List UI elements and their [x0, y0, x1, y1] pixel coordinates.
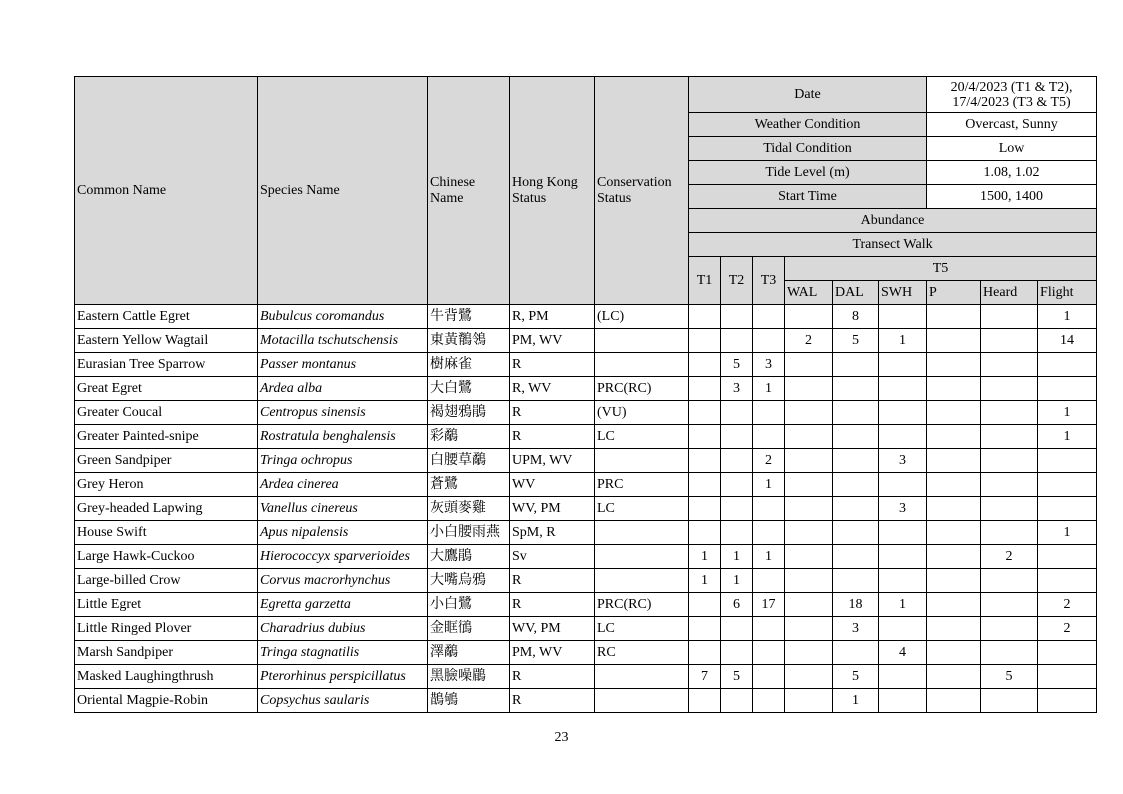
- count-t2-cell: 5: [721, 665, 753, 689]
- chinese-name-cell: 小白腰雨燕: [428, 521, 510, 545]
- count-t5-swh-cell: [879, 305, 927, 329]
- count-t5-flight-cell: 1: [1038, 425, 1097, 449]
- species-name-cell: Bubulcus coromandus: [258, 305, 428, 329]
- count-t1-cell: [689, 689, 721, 713]
- count-t5-flight-cell: 2: [1038, 593, 1097, 617]
- table-row: [75, 689, 1097, 713]
- count-t5-swh-cell: 4: [879, 641, 927, 665]
- count-t5-heard-cell: [981, 377, 1038, 401]
- table-row: [75, 401, 1097, 425]
- count-t3-cell: [753, 497, 785, 521]
- count-t2-cell: [721, 497, 753, 521]
- hk-status-cell: R, WV: [510, 377, 595, 401]
- count-t2-cell: [721, 425, 753, 449]
- count-t5-p-cell: [927, 641, 981, 665]
- count-t5-flight-cell: [1038, 473, 1097, 497]
- count-t3-cell: 1: [753, 473, 785, 497]
- header-abundance: Abundance: [689, 209, 1097, 233]
- conservation-status-cell: [595, 521, 689, 545]
- conservation-status-cell: RC: [595, 641, 689, 665]
- hk-status-cell: PM, WV: [510, 329, 595, 353]
- count-t5-flight-cell: [1038, 497, 1097, 521]
- count-t5-flight-cell: [1038, 545, 1097, 569]
- count-t5-wal-cell: [785, 689, 833, 713]
- count-t1-cell: [689, 329, 721, 353]
- header-t5-p: P: [927, 281, 981, 305]
- count-t5-dal-cell: 5: [833, 329, 879, 353]
- species-name-cell: Ardea alba: [258, 377, 428, 401]
- count-t5-p-cell: [927, 401, 981, 425]
- count-t5-dal-cell: 3: [833, 617, 879, 641]
- species-name-cell: Hierococcyx sparverioides: [258, 545, 428, 569]
- header-transect-walk: Transect Walk: [689, 233, 1097, 257]
- count-t5-flight-cell: [1038, 377, 1097, 401]
- chinese-name-cell: 東黃鶺鴒: [428, 329, 510, 353]
- conservation-status-cell: [595, 545, 689, 569]
- common-name-cell: Great Egret: [75, 377, 258, 401]
- hk-status-cell: R: [510, 425, 595, 449]
- count-t5-p-cell: [927, 689, 981, 713]
- count-t5-flight-cell: [1038, 689, 1097, 713]
- count-t5-flight-cell: 1: [1038, 305, 1097, 329]
- count-t1-cell: [689, 377, 721, 401]
- header-start-time-value: 1500, 1400: [927, 185, 1097, 209]
- count-t5-heard-cell: 2: [981, 545, 1038, 569]
- species-name-cell: Egretta garzetta: [258, 593, 428, 617]
- count-t5-heard-cell: [981, 689, 1038, 713]
- table-row: [75, 617, 1097, 641]
- count-t2-cell: [721, 449, 753, 473]
- count-t5-flight-cell: 1: [1038, 521, 1097, 545]
- hk-status-cell: R, PM: [510, 305, 595, 329]
- count-t5-swh-cell: 1: [879, 593, 927, 617]
- count-t5-wal-cell: [785, 401, 833, 425]
- count-t3-cell: [753, 689, 785, 713]
- count-t3-cell: [753, 641, 785, 665]
- count-t5-dal-cell: [833, 425, 879, 449]
- count-t2-cell: [721, 521, 753, 545]
- common-name-cell: Eastern Cattle Egret: [75, 305, 258, 329]
- count-t5-p-cell: [927, 425, 981, 449]
- count-t1-cell: 1: [689, 545, 721, 569]
- common-name-cell: Green Sandpiper: [75, 449, 258, 473]
- header-species-name: Species Name: [258, 77, 428, 305]
- species-name-cell: Ardea cinerea: [258, 473, 428, 497]
- count-t5-dal-cell: [833, 497, 879, 521]
- species-name-cell: Vanellus cinereus: [258, 497, 428, 521]
- chinese-name-cell: 牛背鷺: [428, 305, 510, 329]
- header-t5: T5: [785, 257, 1097, 281]
- count-t5-dal-cell: 8: [833, 305, 879, 329]
- count-t5-wal-cell: [785, 617, 833, 641]
- count-t5-wal-cell: [785, 593, 833, 617]
- count-t5-wal-cell: [785, 425, 833, 449]
- count-t5-flight-cell: [1038, 353, 1097, 377]
- count-t5-dal-cell: [833, 449, 879, 473]
- count-t5-heard-cell: [981, 593, 1038, 617]
- count-t5-swh-cell: [879, 521, 927, 545]
- hk-status-cell: R: [510, 353, 595, 377]
- table-row: [75, 377, 1097, 401]
- count-t5-dal-cell: 18: [833, 593, 879, 617]
- count-t5-wal-cell: [785, 305, 833, 329]
- count-t1-cell: [689, 401, 721, 425]
- count-t5-p-cell: [927, 449, 981, 473]
- count-t5-flight-cell: [1038, 569, 1097, 593]
- header-conservation-status: Conservation Status: [595, 77, 689, 305]
- count-t5-dal-cell: [833, 569, 879, 593]
- count-t1-cell: [689, 497, 721, 521]
- count-t5-wal-cell: [785, 545, 833, 569]
- count-t2-cell: [721, 329, 753, 353]
- count-t3-cell: [753, 425, 785, 449]
- count-t5-swh-cell: 3: [879, 449, 927, 473]
- header-common-name: Common Name: [75, 77, 258, 305]
- common-name-cell: Greater Painted-snipe: [75, 425, 258, 449]
- count-t5-wal-cell: [785, 497, 833, 521]
- count-t5-heard-cell: [981, 329, 1038, 353]
- table-row: [75, 593, 1097, 617]
- count-t5-swh-cell: 1: [879, 329, 927, 353]
- count-t5-dal-cell: [833, 521, 879, 545]
- common-name-cell: Marsh Sandpiper: [75, 641, 258, 665]
- count-t5-p-cell: [927, 665, 981, 689]
- header-hk-status: Hong Kong Status: [510, 77, 595, 305]
- hk-status-cell: R: [510, 593, 595, 617]
- common-name-cell: Little Ringed Plover: [75, 617, 258, 641]
- conservation-status-cell: [595, 665, 689, 689]
- count-t5-swh-cell: [879, 569, 927, 593]
- count-t5-swh-cell: [879, 665, 927, 689]
- count-t5-p-cell: [927, 545, 981, 569]
- count-t2-cell: 5: [721, 353, 753, 377]
- count-t5-swh-cell: [879, 425, 927, 449]
- conservation-status-cell: LC: [595, 425, 689, 449]
- count-t2-cell: 3: [721, 377, 753, 401]
- count-t5-swh-cell: [879, 473, 927, 497]
- count-t2-cell: [721, 401, 753, 425]
- count-t5-p-cell: [927, 377, 981, 401]
- hk-status-cell: PM, WV: [510, 641, 595, 665]
- chinese-name-cell: 白腰草鷸: [428, 449, 510, 473]
- count-t3-cell: 2: [753, 449, 785, 473]
- hk-status-cell: R: [510, 689, 595, 713]
- count-t5-flight-cell: 1: [1038, 401, 1097, 425]
- species-name-cell: Centropus sinensis: [258, 401, 428, 425]
- common-name-cell: Greater Coucal: [75, 401, 258, 425]
- header-weather-value: Overcast, Sunny: [927, 113, 1097, 137]
- bird-survey-table: [74, 76, 1097, 713]
- count-t2-cell: [721, 689, 753, 713]
- count-t1-cell: [689, 593, 721, 617]
- conservation-status-cell: PRC(RC): [595, 377, 689, 401]
- count-t5-heard-cell: [981, 641, 1038, 665]
- count-t3-cell: [753, 329, 785, 353]
- count-t5-heard-cell: [981, 569, 1038, 593]
- table-row: [75, 545, 1097, 569]
- count-t1-cell: [689, 641, 721, 665]
- count-t5-wal-cell: [785, 521, 833, 545]
- chinese-name-cell: 大嘴烏鴉: [428, 569, 510, 593]
- count-t5-heard-cell: [981, 473, 1038, 497]
- common-name-cell: Grey Heron: [75, 473, 258, 497]
- count-t5-heard-cell: [981, 401, 1038, 425]
- count-t5-flight-cell: [1038, 665, 1097, 689]
- header-t5-dal: DAL: [833, 281, 879, 305]
- count-t5-swh-cell: 3: [879, 497, 927, 521]
- count-t3-cell: 17: [753, 593, 785, 617]
- conservation-status-cell: [595, 329, 689, 353]
- chinese-name-cell: 澤鷸: [428, 641, 510, 665]
- table-row: [75, 497, 1097, 521]
- hk-status-cell: R: [510, 569, 595, 593]
- species-name-cell: Apus nipalensis: [258, 521, 428, 545]
- species-name-cell: Pterorhinus perspicillatus: [258, 665, 428, 689]
- page-number: 23: [554, 730, 569, 745]
- hk-status-cell: UPM, WV: [510, 449, 595, 473]
- count-t3-cell: [753, 305, 785, 329]
- hk-status-cell: WV, PM: [510, 617, 595, 641]
- chinese-name-cell: 金眶鴴: [428, 617, 510, 641]
- chinese-name-cell: 樹麻雀: [428, 353, 510, 377]
- count-t5-wal-cell: [785, 665, 833, 689]
- header-weather-label: Weather Condition: [689, 113, 927, 137]
- count-t1-cell: 7: [689, 665, 721, 689]
- table-row: [75, 329, 1097, 353]
- count-t2-cell: 1: [721, 569, 753, 593]
- count-t5-swh-cell: [879, 377, 927, 401]
- count-t2-cell: [721, 641, 753, 665]
- count-t5-swh-cell: [879, 617, 927, 641]
- conservation-status-cell: [595, 689, 689, 713]
- count-t1-cell: [689, 353, 721, 377]
- common-name-cell: Large Hawk-Cuckoo: [75, 545, 258, 569]
- count-t5-heard-cell: [981, 497, 1038, 521]
- conservation-status-cell: [595, 449, 689, 473]
- common-name-cell: Little Egret: [75, 593, 258, 617]
- count-t2-cell: 6: [721, 593, 753, 617]
- count-t2-cell: 1: [721, 545, 753, 569]
- count-t5-wal-cell: [785, 641, 833, 665]
- count-t1-cell: [689, 425, 721, 449]
- count-t5-dal-cell: [833, 545, 879, 569]
- count-t1-cell: [689, 617, 721, 641]
- count-t5-p-cell: [927, 521, 981, 545]
- count-t1-cell: [689, 473, 721, 497]
- common-name-cell: Masked Laughingthrush: [75, 665, 258, 689]
- count-t5-wal-cell: 2: [785, 329, 833, 353]
- chinese-name-cell: 小白鷺: [428, 593, 510, 617]
- chinese-name-cell: 鵲鴝: [428, 689, 510, 713]
- conservation-status-cell: LC: [595, 617, 689, 641]
- conservation-status-cell: PRC: [595, 473, 689, 497]
- species-name-cell: Copsychus saularis: [258, 689, 428, 713]
- conservation-status-cell: LC: [595, 497, 689, 521]
- header-chinese-name: Chinese Name: [428, 77, 510, 305]
- table-row: [75, 641, 1097, 665]
- table-row: [75, 665, 1097, 689]
- chinese-name-cell: 灰頭麥雞: [428, 497, 510, 521]
- count-t5-dal-cell: [833, 353, 879, 377]
- header-t5-flight: Flight: [1038, 281, 1097, 305]
- table-row: [75, 569, 1097, 593]
- conservation-status-cell: [595, 569, 689, 593]
- count-t5-heard-cell: [981, 521, 1038, 545]
- hk-status-cell: R: [510, 665, 595, 689]
- count-t5-p-cell: [927, 593, 981, 617]
- table-row: [75, 521, 1097, 545]
- count-t5-swh-cell: [879, 401, 927, 425]
- hk-status-cell: R: [510, 401, 595, 425]
- common-name-cell: Grey-headed Lapwing: [75, 497, 258, 521]
- header-t5-wal: WAL: [785, 281, 833, 305]
- species-name-cell: Tringa ochropus: [258, 449, 428, 473]
- count-t5-p-cell: [927, 569, 981, 593]
- count-t5-dal-cell: [833, 377, 879, 401]
- count-t5-flight-cell: [1038, 449, 1097, 473]
- header-t5-swh: SWH: [879, 281, 927, 305]
- count-t5-wal-cell: [785, 473, 833, 497]
- count-t1-cell: [689, 449, 721, 473]
- count-t3-cell: 1: [753, 545, 785, 569]
- count-t5-dal-cell: [833, 473, 879, 497]
- conservation-status-cell: [595, 353, 689, 377]
- header-t3: T3: [753, 257, 785, 305]
- count-t5-p-cell: [927, 473, 981, 497]
- count-t5-wal-cell: [785, 449, 833, 473]
- count-t5-swh-cell: [879, 353, 927, 377]
- count-t5-heard-cell: [981, 449, 1038, 473]
- conservation-status-cell: (LC): [595, 305, 689, 329]
- common-name-cell: Large-billed Crow: [75, 569, 258, 593]
- count-t5-wal-cell: [785, 377, 833, 401]
- species-name-cell: Tringa stagnatilis: [258, 641, 428, 665]
- header-start-time-label: Start Time: [689, 185, 927, 209]
- chinese-name-cell: 彩鷸: [428, 425, 510, 449]
- hk-status-cell: SpM, R: [510, 521, 595, 545]
- count-t5-heard-cell: [981, 353, 1038, 377]
- conservation-status-cell: PRC(RC): [595, 593, 689, 617]
- count-t2-cell: [721, 473, 753, 497]
- header-tidal-value: Low: [927, 137, 1097, 161]
- hk-status-cell: WV, PM: [510, 497, 595, 521]
- count-t3-cell: 1: [753, 377, 785, 401]
- count-t5-wal-cell: [785, 569, 833, 593]
- count-t5-flight-cell: [1038, 641, 1097, 665]
- common-name-cell: House Swift: [75, 521, 258, 545]
- chinese-name-cell: 大鷹鵑: [428, 545, 510, 569]
- conservation-status-cell: (VU): [595, 401, 689, 425]
- count-t5-dal-cell: [833, 641, 879, 665]
- species-name-cell: Passer montanus: [258, 353, 428, 377]
- count-t5-p-cell: [927, 329, 981, 353]
- hk-status-cell: Sv: [510, 545, 595, 569]
- chinese-name-cell: 蒼鷺: [428, 473, 510, 497]
- count-t5-dal-cell: 1: [833, 689, 879, 713]
- count-t5-heard-cell: [981, 425, 1038, 449]
- count-t5-swh-cell: [879, 689, 927, 713]
- table-row: [75, 473, 1097, 497]
- count-t3-cell: 3: [753, 353, 785, 377]
- count-t1-cell: [689, 521, 721, 545]
- species-name-cell: Corvus macrorhynchus: [258, 569, 428, 593]
- count-t2-cell: [721, 617, 753, 641]
- count-t5-p-cell: [927, 497, 981, 521]
- header-tide-level-label: Tide Level (m): [689, 161, 927, 185]
- count-t3-cell: [753, 569, 785, 593]
- count-t2-cell: [721, 305, 753, 329]
- header-date-value: 20/4/2023 (T1 & T2), 17/4/2023 (T3 & T5): [927, 77, 1097, 113]
- count-t5-heard-cell: [981, 617, 1038, 641]
- common-name-cell: Eurasian Tree Sparrow: [75, 353, 258, 377]
- count-t5-p-cell: [927, 353, 981, 377]
- count-t5-heard-cell: [981, 305, 1038, 329]
- count-t5-flight-cell: 2: [1038, 617, 1097, 641]
- count-t5-heard-cell: 5: [981, 665, 1038, 689]
- header-tide-level-value: 1.08, 1.02: [927, 161, 1097, 185]
- header-t2: T2: [721, 257, 753, 305]
- table-row: [75, 305, 1097, 329]
- count-t5-p-cell: [927, 617, 981, 641]
- common-name-cell: Oriental Magpie-Robin: [75, 689, 258, 713]
- table-row: [75, 353, 1097, 377]
- count-t5-p-cell: [927, 305, 981, 329]
- header-t1: T1: [689, 257, 721, 305]
- chinese-name-cell: 褐翅鴉鵑: [428, 401, 510, 425]
- count-t3-cell: [753, 665, 785, 689]
- count-t3-cell: [753, 401, 785, 425]
- common-name-cell: Eastern Yellow Wagtail: [75, 329, 258, 353]
- species-name-cell: Motacilla tschutschensis: [258, 329, 428, 353]
- species-name-cell: Rostratula benghalensis: [258, 425, 428, 449]
- chinese-name-cell: 大白鷺: [428, 377, 510, 401]
- header-tidal-label: Tidal Condition: [689, 137, 927, 161]
- count-t5-swh-cell: [879, 545, 927, 569]
- count-t5-flight-cell: 14: [1038, 329, 1097, 353]
- count-t5-dal-cell: 5: [833, 665, 879, 689]
- hk-status-cell: WV: [510, 473, 595, 497]
- count-t5-wal-cell: [785, 353, 833, 377]
- count-t1-cell: 1: [689, 569, 721, 593]
- count-t1-cell: [689, 305, 721, 329]
- count-t5-dal-cell: [833, 401, 879, 425]
- species-name-cell: Charadrius dubius: [258, 617, 428, 641]
- table-row: [75, 449, 1097, 473]
- header-date-label: Date: [689, 77, 927, 113]
- count-t3-cell: [753, 521, 785, 545]
- chinese-name-cell: 黑臉噪鶥: [428, 665, 510, 689]
- header-t5-heard: Heard: [981, 281, 1038, 305]
- table-row: [75, 425, 1097, 449]
- count-t3-cell: [753, 617, 785, 641]
